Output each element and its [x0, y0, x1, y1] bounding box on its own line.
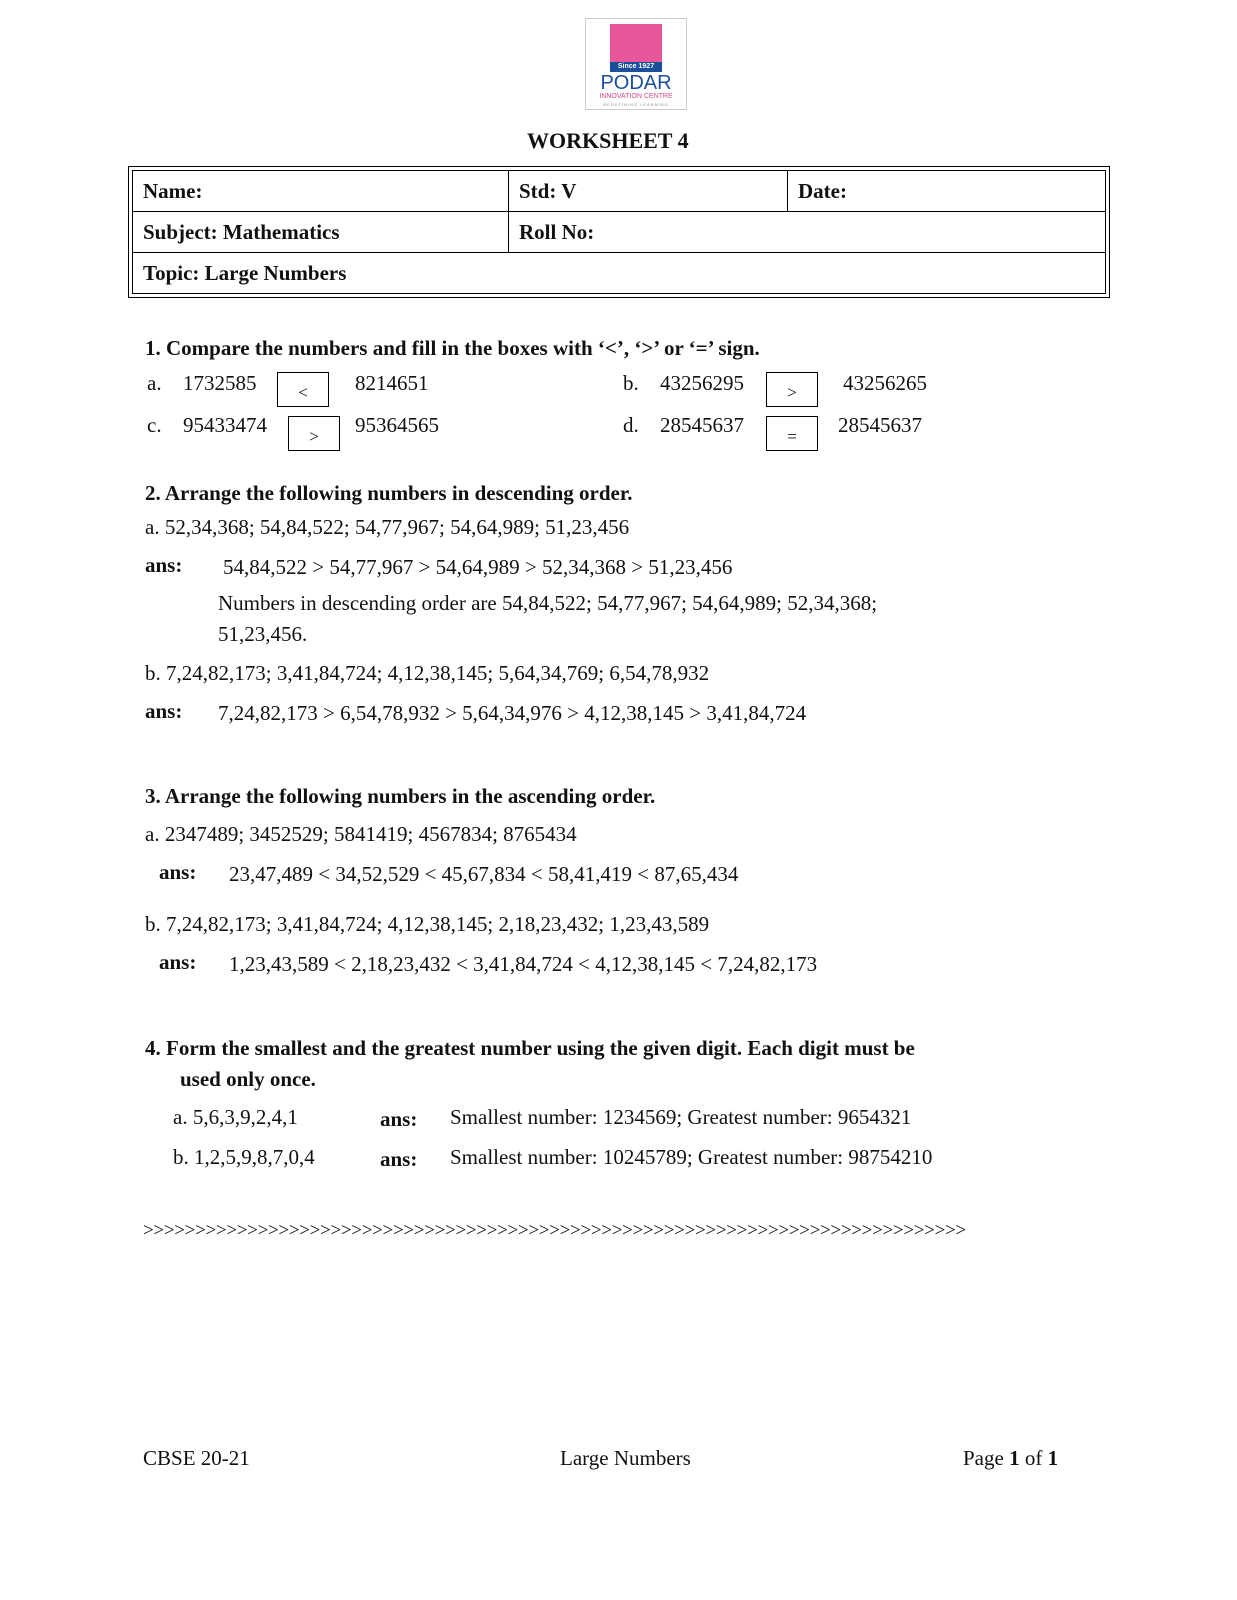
q1d-right: 28545637: [838, 413, 922, 437]
q1b-right: 43256265: [843, 371, 927, 395]
logo-since: Since 1927: [610, 62, 662, 72]
q1c-answer-box: >: [288, 416, 340, 451]
ans-label: ans:: [145, 699, 183, 723]
q2a-question: a. 52,34,368; 54,84,522; 54,77,967; 54,64,989; 51,23,456: [145, 515, 630, 539]
q1-heading: 1. Compare the numbers and fill in the boxes with ‘<’, ‘>’ or ‘=’ sign.: [145, 336, 760, 360]
q1a-right: 8214651: [355, 371, 429, 395]
date-field: Date:: [788, 171, 1106, 212]
ans-label: ans:: [145, 553, 183, 577]
q3-heading: 3. Arrange the following numbers in the ascending order.: [145, 784, 656, 808]
logo-sub: INNOVATION CENTRE: [599, 93, 673, 100]
q2b-answer: 7,24,82,173 > 6,54,78,932 > 5,64,34,976 > 4,12,38,145 > 3,41,84,724: [218, 701, 807, 725]
q4-heading: 4. Form the smallest and the greatest number using the given digit. Each digit must be: [145, 1036, 915, 1060]
q1c-right: 95364565: [355, 413, 439, 437]
q1a-left: 1732585: [183, 371, 257, 395]
name-field: Name:: [133, 171, 509, 212]
q4b-digits: b. 1,2,5,9,8,7,0,4: [173, 1145, 315, 1169]
q2b-question: b. 7,24,82,173; 3,41,84,724; 4,12,38,145; 5,64,34,769; 6,54,78,932: [145, 661, 710, 685]
q1b-left: 43256295: [660, 371, 744, 395]
student-info-table: [132, 170, 1106, 294]
q3b-answer: 1,23,43,589 < 2,18,23,432 < 3,41,84,724 < 4,12,38,145 < 7,24,82,173: [229, 952, 818, 976]
ans-label: ans:: [159, 860, 197, 884]
roll-field: Roll No:: [509, 212, 1106, 253]
q1d-answer-box: =: [766, 416, 818, 451]
q1c-left: 95433474: [183, 413, 267, 437]
page-total: 1: [1047, 1446, 1059, 1470]
q3a-answer: 23,47,489 < 34,52,529 < 45,67,834 < 58,41,419 < 87,65,434: [229, 862, 739, 886]
q1d-left: 28545637: [660, 413, 744, 437]
subject-field: Subject: Mathematics: [133, 212, 509, 253]
q1b-label: b.: [623, 371, 639, 395]
q1d-label: d.: [623, 413, 639, 437]
page-number: 1: [1009, 1446, 1020, 1470]
q2a-note: Numbers in descending order are 54,84,522; 54,77,967; 54,64,989; 52,34,368;: [218, 591, 878, 615]
footer-topic: Large Numbers: [560, 1446, 691, 1470]
divider-line: >>>>>>>>>>>>>>>>>>>>>>>>>>>>>>>>>>>>>>>>>>>>>>>>>>>>>>>>>>>>>>>>>>>>>>>>>>>>>>>: [143, 1220, 966, 1241]
footer-page: [963, 1446, 1058, 1471]
logo-name: PODAR: [600, 72, 672, 94]
q2a-answer: 54,84,522 > 54,77,967 > 54,64,989 > 52,34,368 > 51,23,456: [223, 555, 733, 579]
q4-heading-cont: used only once.: [180, 1067, 316, 1091]
q1c-label: c.: [147, 413, 162, 437]
page-title: WORKSHEET 4: [527, 128, 689, 153]
page-prefix: Page: [963, 1446, 1010, 1470]
topic-field: Topic: Large Numbers: [133, 253, 1106, 294]
q2-heading: 2. Arrange the following numbers in descending order.: [145, 481, 633, 505]
std-field: Std: V: [509, 171, 788, 212]
q1a-label: a.: [147, 371, 162, 395]
q4b-answer: Smallest number: 10245789; Greatest number: 98754210: [450, 1145, 933, 1169]
q4a-answer: Smallest number: 1234569; Greatest number: 9654321: [450, 1105, 912, 1129]
q1b-answer-box: >: [766, 372, 818, 407]
logo-tagline: REDEFINING LEARNING: [603, 102, 669, 107]
page-of: of: [1019, 1446, 1048, 1470]
ans-label: ans:: [380, 1147, 418, 1171]
q3a-question: a. 2347489; 3452529; 5841419; 4567834; 8765434: [145, 822, 577, 846]
q3b-question: b. 7,24,82,173; 3,41,84,724; 4,12,38,145; 2,18,23,432; 1,23,43,589: [145, 912, 710, 936]
ans-label: ans:: [159, 950, 197, 974]
footer-board: CBSE 20-21: [143, 1446, 250, 1470]
ans-label: ans:: [380, 1107, 418, 1131]
podar-logo: [585, 18, 687, 110]
q1a-answer-box: <: [277, 372, 329, 407]
q4a-digits: a. 5,6,3,9,2,4,1: [173, 1105, 298, 1129]
q2a-note-cont: 51,23,456.: [218, 622, 308, 646]
